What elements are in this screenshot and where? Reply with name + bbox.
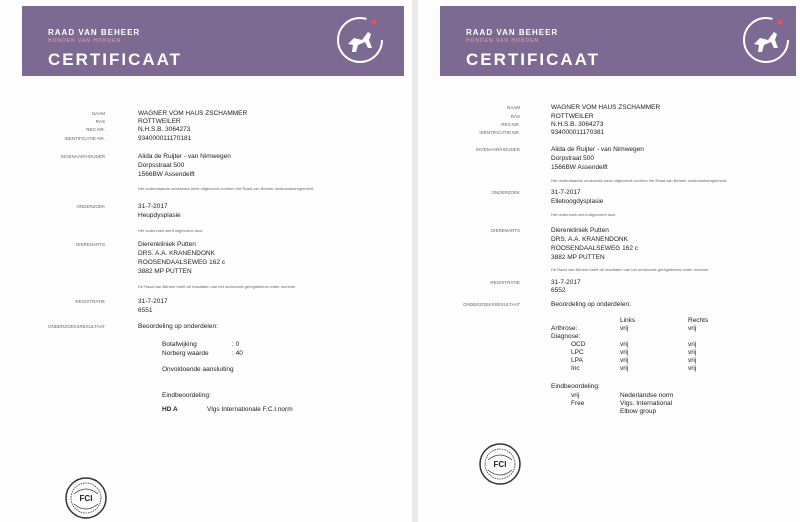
label-id: IDENTIFICATIE NR. (64, 136, 105, 141)
vet-name: DRS. A.A. KRANENDONK (138, 250, 215, 257)
label-reg: REG.NR. (86, 127, 105, 132)
row-lpa-label: LPA (571, 357, 583, 364)
vet-clinic: Dierenkliniek Putten (138, 241, 196, 248)
exam-type: Heupdysplasie (138, 212, 181, 219)
vet-clinic: Dierenkliniek Putten (551, 227, 609, 234)
final-code-int: Free (571, 400, 585, 407)
label-dierenarts: DIERENARTS (491, 228, 520, 233)
row-inc-rechts: vrij (688, 365, 697, 372)
label-ras: RAS (510, 114, 520, 119)
assessment-heading: Beoordeling op onderdelen: (138, 323, 218, 330)
row-lpa-links: vrij (620, 357, 629, 364)
final-standard-group: Elbow group (620, 408, 657, 415)
final-standard-nl: Nederlandse norm (620, 392, 674, 399)
row-ocd-label: OCD (571, 341, 586, 348)
norberg-value: : 40 (232, 350, 243, 357)
registration-record: 6552 (551, 287, 566, 294)
label-onderzoek: ONDERZOEK (76, 204, 105, 209)
exam-date: 31-7-2017 (551, 189, 581, 196)
col-links: Links (620, 317, 636, 324)
owner-city: 1566BW Assendelft (138, 171, 195, 178)
certificate-title: CERTIFICAAT (466, 50, 601, 69)
fci-seal-icon (478, 442, 522, 486)
chip-number: 934000011170181 (138, 135, 192, 142)
row-arthrose-rechts: vrij (688, 325, 697, 332)
label-resultaat: ONDERZOEKSRESULTAAT (462, 302, 520, 307)
row-arthrose-links: vrij (620, 325, 629, 332)
final-standard-int: Vlgs. International (620, 400, 673, 407)
exam-note: Het onderzoek werd uitgevoerd door (551, 212, 616, 217)
final-code-nl: vrij (571, 392, 580, 399)
owner-note: Het onderstaande onderzoek werd uitgevoerd conform het Raad van Beheer onderzoeksreglement. (551, 178, 728, 183)
row-ocd-links: vrij (620, 341, 629, 348)
assessment-heading: Beoordeling op onderdelen: (551, 301, 631, 308)
label-onderzoek: ONDERZOEK (491, 190, 520, 195)
dog-logo-icon (740, 14, 792, 66)
org-subtitle: HONDEN VAN HONDEN (48, 38, 122, 44)
vet-note: De Raad van Beheer heeft de resultaten van het onderzoek geregistreerd onder nummer (551, 267, 709, 272)
row-ocd-rechts: vrij (688, 341, 697, 348)
label-resultaat: ONDERZOEKSRESULTAAT (47, 324, 105, 329)
row-lpc-label: LPC (571, 349, 584, 356)
dog-logo-icon (334, 14, 386, 66)
final-grade: HD A (162, 406, 178, 413)
row-inc-label: Inc (571, 365, 580, 372)
label-eigenaar: EIGENAAR/HOUDER (60, 154, 105, 159)
label-id: IDENTIFICATIE NR. (479, 130, 520, 135)
exam-date: 31-7-2017 (138, 203, 168, 210)
vet-street: ROOSENDAALSEWEG 162 c (551, 245, 639, 252)
owner-name: Alida de Ruijter - van Nimwegen (551, 146, 644, 153)
exam-note: Het onderzoek werd uitgevoerd door (138, 228, 203, 233)
label-naam: NAAM (91, 111, 105, 116)
final-heading: Eindbeoordeling: (162, 392, 211, 399)
label-registratie: REGISTRATIE (490, 280, 520, 285)
final-grade-standard: Vlgs Internationale F.C.I.norm (207, 406, 293, 413)
certificate-header (440, 6, 796, 76)
bone-deviation-value: : 0 (232, 341, 240, 348)
label-reg: REG.NR. (501, 122, 520, 127)
vet-name: DRS. A.A. KRANENDONK (551, 236, 628, 243)
fci-seal-text: FCI (79, 494, 93, 503)
vet-note: De Raad van Beheer heeft de resultaten van het onderzoek geregistreerd onder nummer (138, 284, 296, 289)
col-rechts: Rechts (688, 317, 709, 324)
row-inc-links: vrij (620, 365, 629, 372)
row-lpc-links: vrij (620, 349, 629, 356)
fci-seal-icon (64, 476, 108, 520)
certificate-header (22, 6, 404, 76)
label-registratie: REGISTRATIE (75, 299, 105, 304)
owner-city: 1566BW Assendelft (551, 164, 608, 171)
row-diagnose-label: Diagnose: (551, 333, 581, 340)
label-ras: RAS (95, 119, 105, 124)
registration-date: 31-7-2017 (138, 298, 168, 305)
registration-record: 6551 (138, 307, 153, 314)
certificate-page-ed (418, 0, 800, 522)
registration-number: N.H.S.B. 3064273 (551, 121, 604, 128)
owner-street: Dorpsstraat 500 (138, 162, 185, 169)
dog-breed: ROTTWEILER (551, 113, 594, 120)
owner-street: Dorpstraat 500 (551, 155, 594, 162)
vet-street: ROOSENDAALSEWEG 162 c (138, 259, 226, 266)
label-naam: NAAM (506, 105, 520, 110)
org-subtitle: HONDEN VAN HONDEN (466, 38, 540, 44)
row-lpc-rechts: vrij (688, 349, 697, 356)
dog-name: WAGNER VOM HAUS ZSCHAMMER (551, 104, 661, 111)
final-heading: Eindbeoordeling: (551, 383, 600, 390)
owner-note: Het onderstaande onderzoek werd uitgevoerd conform het Raad van Beheer onderzoeksreglement. (138, 186, 315, 191)
label-eigenaar: EIGENAAR/HOUDER (475, 147, 520, 152)
fit-result: Onvoldoende aansluiting (162, 366, 234, 373)
org-name: RAAD VAN BEHEER (466, 28, 559, 37)
row-lpa-rechts: vrij (688, 357, 697, 364)
registration-number: N.H.S.B. 3064273 (138, 126, 191, 133)
vet-city: 3882 MP PUTTEN (138, 268, 192, 275)
owner-name: Alida de Ruijter - van Nimwegen (138, 153, 231, 160)
chip-number: 934000011170381 (551, 129, 605, 136)
label-dierenarts: DIERENARTS (76, 242, 105, 247)
org-name: RAAD VAN BEHEER (48, 28, 141, 37)
norberg-label: Norberg waarde (162, 350, 209, 357)
row-arthrose-label: Arthrose: (551, 325, 578, 332)
dog-name: WAGNER VOM HAUS ZSCHAMMER (138, 110, 248, 117)
fci-seal-text: FCI (493, 460, 507, 469)
registration-date: 31-7-2017 (551, 279, 581, 286)
exam-type: Elleboogdysplasie (551, 198, 604, 205)
bone-deviation-label: Botafwijking (162, 341, 197, 348)
vet-city: 3882 MP PUTTEN (551, 254, 605, 261)
certificate-title: CERTIFICAAT (48, 50, 183, 69)
dog-breed: ROTTWEILER (138, 118, 181, 125)
